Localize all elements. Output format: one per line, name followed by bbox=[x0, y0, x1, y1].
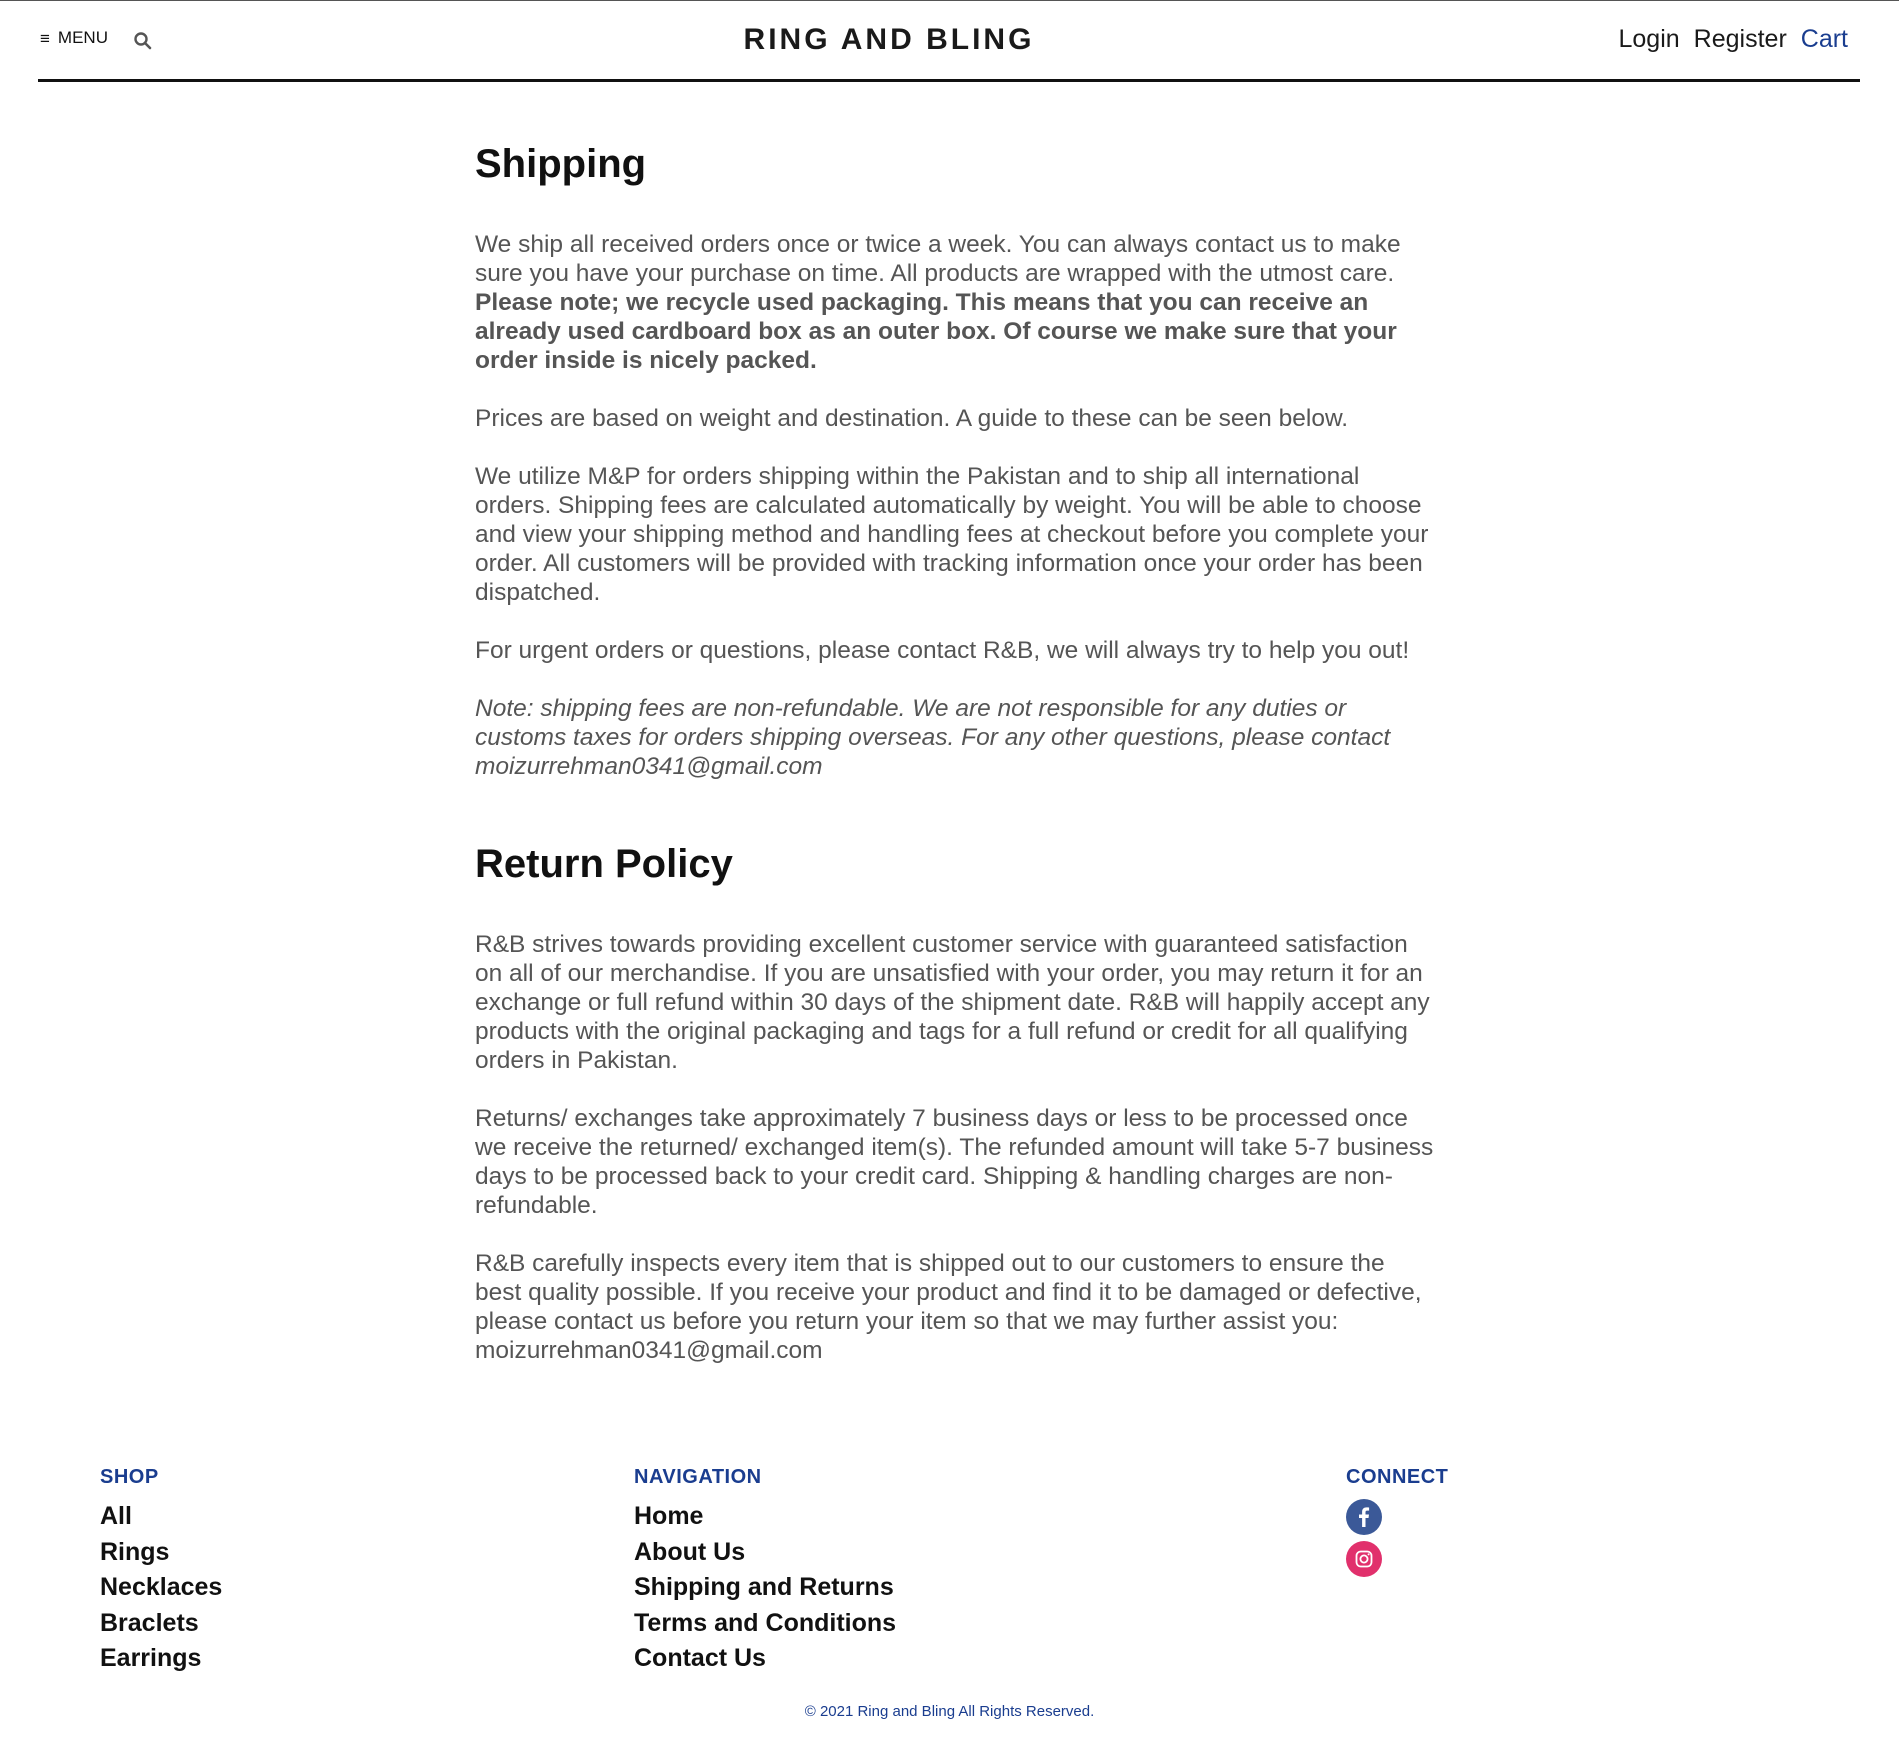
footer-shop-link[interactable]: All bbox=[100, 1502, 132, 1530]
footer-nav-heading: NAVIGATION bbox=[634, 1466, 762, 1488]
footer-shop-link[interactable]: Necklaces bbox=[100, 1573, 223, 1601]
login-link[interactable]: Login bbox=[1618, 25, 1680, 53]
register-link[interactable]: Register bbox=[1693, 25, 1787, 53]
shipping-section bbox=[475, 140, 1435, 781]
site-header bbox=[38, 1, 1860, 82]
footer-nav-link[interactable]: Contact Us bbox=[634, 1644, 766, 1672]
footer-connect-column bbox=[1346, 1466, 1448, 1583]
instagram-link[interactable] bbox=[1346, 1541, 1382, 1577]
shipping-paragraph-2: Prices are based on weight and destination. A guide to these can be seen below. bbox=[475, 405, 1349, 432]
returns-title: Return Policy bbox=[475, 842, 733, 886]
account-links bbox=[1619, 25, 1849, 54]
shipping-note: Note: shipping fees are non-refundable. We are not responsible for any duties or customs taxes for orders shipping overseas. For any other questions, please contact moizurrehman0341@gmail.com bbox=[475, 695, 1391, 780]
footer-shop-link[interactable]: Earrings bbox=[100, 1644, 202, 1672]
returns-paragraph-3: R&B carefully inspects every item that is shipped out to our customers to ensure the best quality possible. If you receive your product and find it to be damaged or defective, please contact us before you return your item so that we may further assist you: moizurrehman0341@gmail.com bbox=[475, 1250, 1422, 1364]
footer-nav-link[interactable]: Shipping and Returns bbox=[634, 1573, 894, 1601]
shipping-paragraph-3: We utilize M&P for orders shipping within the Pakistan and to ship all international orders. Shipping fees are calculated automatically by weight. You will be able to choose and view your shipping method and handling fees at checkout before you complete your order. All customers will be provided with tracking information once your order has been dispatched. bbox=[475, 463, 1429, 606]
returns-paragraph-1: R&B strives towards providing excellent customer service with guaranteed satisfaction on all of our merchandise. If you are unsatisfied with your order, you may return it for an exchange or full refund within 30 days of the shipment date. R&B will happily accept any products with the original packaging and tags for a full refund or credit for all qualifying orders in Pakistan. bbox=[475, 931, 1430, 1074]
footer-nav-link[interactable]: Home bbox=[634, 1502, 704, 1530]
copyright-text: © 2021 Ring and Bling All Rights Reserved. bbox=[804, 1703, 1095, 1720]
shipping-paragraph-1: We ship all received orders once or twice a week. You can always contact us to make sure you have your purchase on time. All products are wrapped with the utmost care. bbox=[475, 231, 1401, 287]
menu-icon: ≡ bbox=[40, 28, 50, 48]
instagram-icon bbox=[1346, 1541, 1382, 1577]
returns-paragraph-2: Returns/ exchanges take approximately 7 business days or less to be processed once we receive the returned/ exchanged item(s). The refunded amount will take 5-7 business days to be processed back to your credit card. Shipping & handling charges are non-refundable. bbox=[475, 1105, 1434, 1219]
footer-connect-heading: CONNECT bbox=[1346, 1466, 1449, 1488]
facebook-icon bbox=[1346, 1499, 1382, 1535]
cart-link[interactable]: Cart bbox=[1800, 25, 1848, 53]
footer-navigation-column bbox=[634, 1466, 896, 1677]
footer-shop-column bbox=[100, 1466, 222, 1677]
main-content bbox=[475, 140, 1435, 1394]
shipping-paragraph-1-bold: Please note; we recycle used packaging. This means that you can receive an already used cardboard box as an outer box. Of course we make sure that your order inside is nicely packed. bbox=[475, 289, 1397, 374]
footer-shop-link[interactable]: Braclets bbox=[100, 1608, 199, 1637]
footer-shop-heading: SHOP bbox=[100, 1466, 159, 1488]
facebook-link[interactable] bbox=[1346, 1499, 1382, 1535]
brand-logo[interactable]: RING AND BLING bbox=[743, 23, 1035, 56]
footer-shop-link[interactable]: Rings bbox=[100, 1537, 170, 1566]
menu-label: MENU bbox=[57, 28, 108, 47]
footer-nav-link[interactable]: About Us bbox=[634, 1537, 746, 1566]
shipping-title: Shipping bbox=[475, 142, 647, 186]
footer-nav-link[interactable]: Terms and Conditions bbox=[634, 1608, 897, 1637]
shipping-paragraph-4: For urgent orders or questions, please contact R&B, we will always try to help you out! bbox=[475, 637, 1410, 664]
returns-section bbox=[475, 840, 1435, 1365]
